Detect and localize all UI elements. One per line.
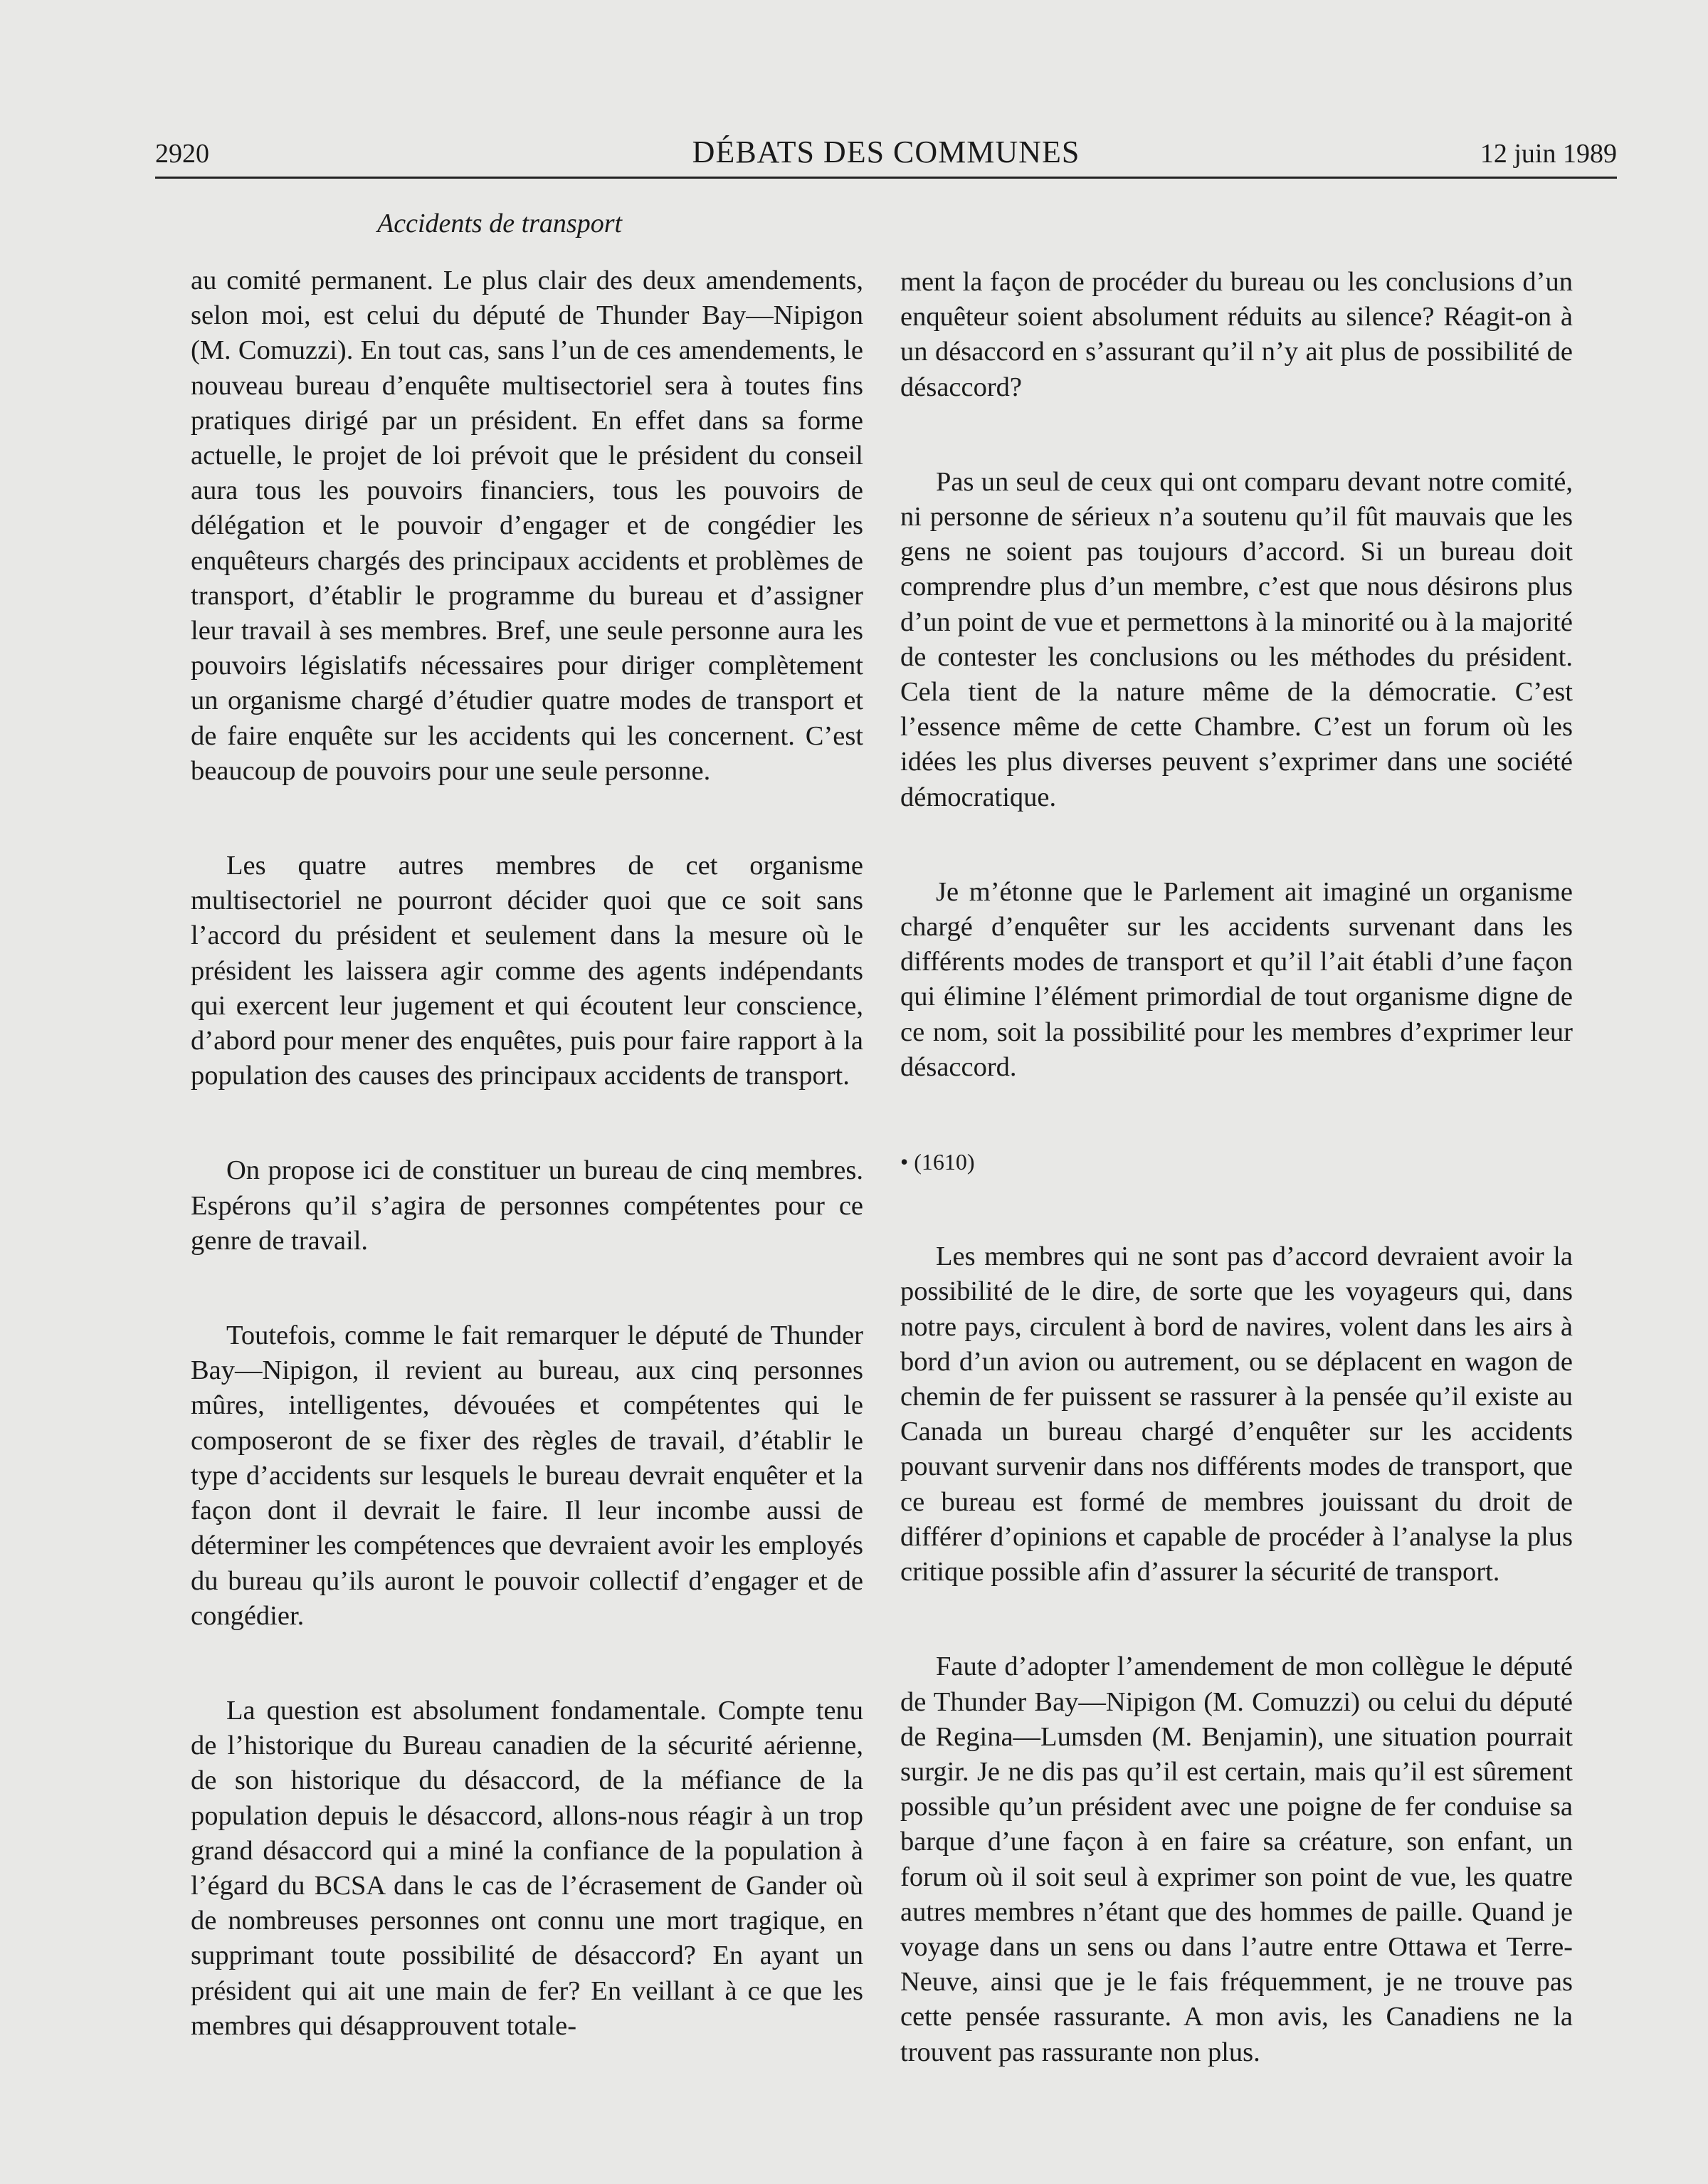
- section-title: Accidents de transport: [377, 209, 623, 238]
- paragraph: Les quatre autres membres de cet organisme multisectoriel ne pourront décider quoi que ce soit sans l’accord du président et seulement dans la mesure où le président les laissera agir comme des agents indépendants qui exercent leur jugement et qui écoutent leur conscience, d’abord pour mener des enquêtes, puis pour faire rapport à la population des causes des principaux accidents de transport.: [191, 851, 863, 1091]
- paragraph: ment la façon de procéder du bureau ou les conclusions d’un enquêteur soient absolument réduits au silence? Réagit-on à un désaccord en s’assurant qu’il n’y ait plus de possibilité de désaccord?: [900, 267, 1573, 402]
- paragraph: Les membres qui ne sont pas d’accord devraient avoir la possibilité de le dire, de sorte que les voyageurs qui, dans notre pays, circulent à bord de navires, volent dans les airs à bord d’un avion ou autrement, ou se déplacent en wagon de chemin de fer puissent se rassurer à la pensée qu’il existe au Canada un bureau chargé d’enquêter sur les accidents pouvant survenir dans nos différents modes de transport, que ce bureau est formé de membres jouissant du droit de différer d’opinions et capable de procéder à l’analyse la plus critique possible afin d’assurer la sécurité de transport.: [900, 1241, 1573, 1587]
- paragraph: Toutefois, comme le fait remarquer le député de Thunder Bay—Nipigon, il revient au bureau, aux cinq personnes mûres, intelligentes, dévouées et compétentes qui le composeront de se fixer des règles de travail, d’établir le type d’accidents sur lesquels le bureau devrait enquêter et la façon dont il devrait le faire. Il leur incombe aussi de déterminer les compétences que devraient avoir les employés du bureau qu’ils auront le pouvoir collectif d’engager et de congédier.: [191, 1321, 863, 1631]
- right-column: [900, 265, 1573, 2130]
- page-header: [155, 134, 1617, 179]
- time-marker: • (1610): [900, 1149, 975, 1175]
- paragraph: Faute d’adopter l’amendement de mon collègue le député de Thunder Bay—Nipigon (M. Comuzzi) ou celui du député de Regina—Lumsden (M. Benjamin), une situation pourrait surgir. Je ne dis pas qu’il est certain, mais qu’il est sûrement possible qu’un président avec une poigne de fer conduise sa barque d’une façon à en faire sa créature, son enfant, un forum où il soit seul à exprimer son point de vue, les quatre autres membres n’étant que des hommes de paille. Quand je voyage dans un sens ou dans l’autre entre Ottawa et Terre-Neuve, ainsi que je le fais fréquemment, je ne trouve pas cette pensée rassurante. A mon avis, les Canadiens ne la trouvent pas rassurante non plus.: [900, 1652, 1573, 2067]
- paragraph: Je m’étonne que le Parlement ait imaginé un organisme chargé d’enquêter sur les accidents survenant dans les différents modes de transport et qu’il l’ait établi d’une façon qui élimine l’élément primordial de tout organisme digne de ce nom, soit la possibilité pour les membres d’exprimer leur désaccord.: [900, 876, 1573, 1082]
- paragraph: La question est absolument fondamentale. Compte tenu de l’historique du Bureau canadien de la sécurité aérienne, de son historique du désaccord, de la méfiance de la population depuis le désaccord, allons-nous réagir à un trop grand désaccord qui a miné la confiance de la population à l’égard du BCSA dans le cas de l’écrasement de Gander où de nombreuses personnes ont connu une mort tragique, en supprimant toute possibilité de désaccord? En ayant un président qui ait une main de fer? En veillant à ce que les membres qui désapprouvent totale-: [191, 1695, 863, 2041]
- journal-title: DÉBATS DES COMMUNES: [692, 135, 1080, 169]
- paragraph: au comité permanent. Le plus clair des deux amendements, selon moi, est celui du député de Thunder Bay—Nipigon (M. Comuzzi). En tout cas, sans l’un de ces amendements, le nouveau bureau d’enquête multisectoriel sera à toutes fins pratiques dirigé par un président. En effet dans sa forme actuelle, le projet de loi prévoit que le président du conseil aura tous les pouvoirs financiers, tous les pouvoirs de délégation et le pouvoir d’engager et de congédier les enquêteurs chargés des principaux accidents et problèmes de transport, d’établir le programme du bureau et d’assigner leur travail à ses membres. Bref, une seule personne aura les pouvoirs législatifs nécessaires pour diriger complètement un organisme chargé d’étudier quatre modes de transport et de faire enquête sur les accidents qui les concernent. C’est beaucoup de pouvoirs pour une seule personne.: [191, 266, 863, 786]
- paragraph: On propose ici de constituer un bureau de cinq membres. Espérons qu’il s’agira de personnes compétentes pour ce genre de travail.: [191, 1155, 863, 1256]
- header-date: 12 juin 1989: [1480, 139, 1617, 169]
- left-column: [191, 263, 863, 2104]
- page-number: 2920: [155, 139, 209, 169]
- paragraph: Pas un seul de ceux qui ont comparu devant notre comité, ni personne de sérieux n’a soutenu qu’il fût mauvais que les gens ne soient pas toujours d’accord. Si un bureau doit comprendre plus d’un membre, c’est que nous désirons plus d’un point de vue et permettons à la minorité ou à la majorité de contester les conclusions ou les méthodes du président. Cela tient de la nature même de la démocratie. C’est l’essence même de cette Chambre. C’est un forum où les idées les plus diverses peuvent s’exprimer dans une société démocratique.: [900, 466, 1573, 812]
